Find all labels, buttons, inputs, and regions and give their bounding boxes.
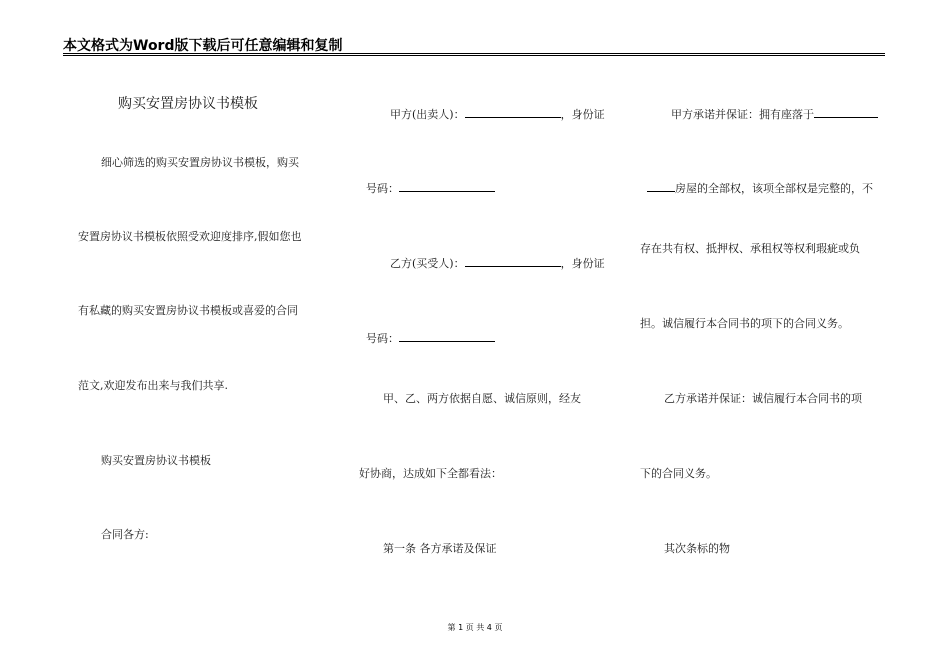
id-suffix: ，身份证 — [560, 257, 605, 270]
fill-blank — [465, 107, 561, 118]
paragraph-line: 下的合同义务。 — [640, 467, 717, 480]
header-rule — [63, 55, 885, 56]
paragraph-line: 有私藏的购买安置房协议书模板或喜爱的合同 — [78, 304, 298, 317]
party-a-promise-line — [664, 93, 878, 122]
section-heading: 购买安置房协议书模板 — [101, 454, 211, 467]
id-number-line — [359, 167, 495, 196]
party-b-line — [383, 242, 605, 271]
paragraph-line: 乙方承诺并保证：诚信履行本合同书的项 — [664, 392, 862, 405]
article-heading: 第一条 各方承诺及保证 — [383, 542, 497, 555]
party-a-line — [383, 93, 605, 122]
house-text: 房屋的全部权，该项全部权是完整的，不 — [675, 182, 873, 195]
header-rule — [63, 53, 885, 54]
section-heading: 合同各方: — [101, 528, 149, 541]
page-number: 第 1 页 共 4 页 — [447, 623, 503, 632]
paragraph-line: 担。诚信履行本合同书的项下的合同义务。 — [640, 317, 849, 330]
fill-blank — [647, 181, 675, 192]
fill-blank — [399, 181, 495, 192]
paragraph-line: 存在共有权、抵押权、承租权等权利瑕疵或负 — [640, 242, 860, 255]
id-suffix: ，身份证 — [560, 108, 605, 121]
paragraph-line: 细心筛选的购买安置房协议书模板，购买 — [101, 156, 299, 169]
party-a-promise-text: 甲方承诺并保证：拥有座落于 — [671, 108, 814, 121]
paragraph-line: 范文,欢迎发布出来与我们共享. — [78, 379, 228, 392]
fill-blank — [399, 331, 495, 342]
party-b-label: 乙方(买受人)： — [390, 257, 465, 270]
house-ownership-line — [640, 167, 873, 196]
header-banner: 本文格式为Word版下载后可任意编辑和复制 — [63, 38, 343, 54]
paragraph-line: 安置房协议书模板依照受欢迎度排序,假如您也 — [78, 230, 302, 243]
number-label: 号码： — [366, 332, 399, 345]
number-label: 号码： — [366, 182, 399, 195]
article-heading: 其次条标的物 — [664, 542, 730, 555]
fill-blank — [814, 107, 878, 118]
paragraph-line: 甲、乙、两方依据自愿、诚信原则，经友 — [383, 392, 581, 405]
id-number-line — [359, 317, 495, 346]
paragraph-line: 好协商，达成如下全都看法： — [359, 467, 502, 480]
fill-blank — [465, 256, 561, 267]
party-a-label: 甲方(出卖人)： — [390, 108, 465, 121]
document-title: 购买安置房协议书模板 — [118, 96, 258, 112]
